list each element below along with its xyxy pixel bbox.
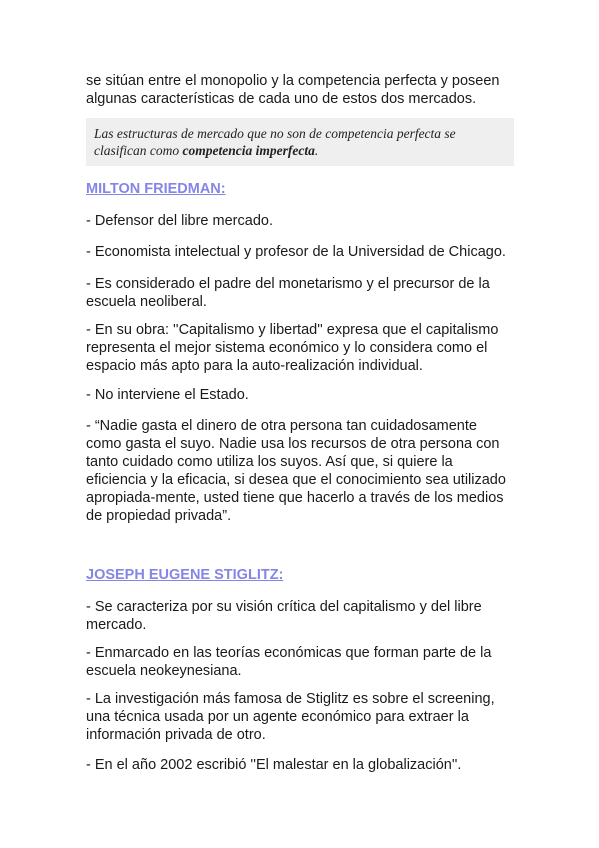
intro-paragraph: se sitúan entre el monopolio y la competencia perfecta y poseen algunas características de cada uno de estos dos mercados. — [86, 73, 500, 107]
friedman-item-5: - No interviene el Estado. — [86, 387, 249, 403]
stiglitz-item-4: - En el año 2002 escribió ''El malestar en la globalización''. — [86, 757, 462, 773]
stiglitz-item-2: - Enmarcado en las teorías económicas que forman parte de la escuela neokeynesiana. — [86, 645, 492, 679]
friedman-item-3: - Es considerado el padre del monetarismo y el precursor de la escuela neoliberal. — [86, 276, 490, 310]
heading-joseph-stiglitz[interactable]: JOSEPH EUGENE STIGLITZ: — [86, 567, 284, 583]
callout-end: . — [314, 143, 319, 158]
callout-term: competencia imperfecta — [182, 143, 315, 158]
definition-callout — [86, 118, 514, 166]
friedman-item-1: - Defensor del libre mercado. — [86, 213, 273, 229]
stiglitz-item-3: - La investigación más famosa de Stiglitz es sobre el screening, una técnica usada por un agente económico para extraer la información privada de otro. — [86, 691, 495, 743]
heading-milton-friedman[interactable]: MILTON FRIEDMAN: — [86, 181, 226, 197]
friedman-item-4: - En su obra: ''Capitalismo y libertad'' expresa que el capitalismo representa el mejor sistema económico y lo considera como el espacio más apto para la auto-realización individual. — [86, 322, 499, 374]
friedman-quote: - “Nadie gasta el dinero de otra persona tan cuidadosamente como gasta el suyo. Nadie usa los recursos de otra persona con tanto cuidado como utiliza los suyos. Así que, si quiere la eficiencia y la eficacia, si desea que el conocimiento sea utilizado apropiada-mente, usted tiene que hacerlo a través de los medios de propiedad privada”. — [86, 418, 506, 524]
callout-text: Las estructuras de mercado que no son de competencia perfecta se clasifican como — [94, 126, 456, 158]
stiglitz-item-1: - Se caracteriza por su visión crítica del capitalismo y del libre mercado. — [86, 599, 482, 633]
friedman-item-2: - Economista intelectual y profesor de la Universidad de Chicago. — [86, 244, 506, 260]
